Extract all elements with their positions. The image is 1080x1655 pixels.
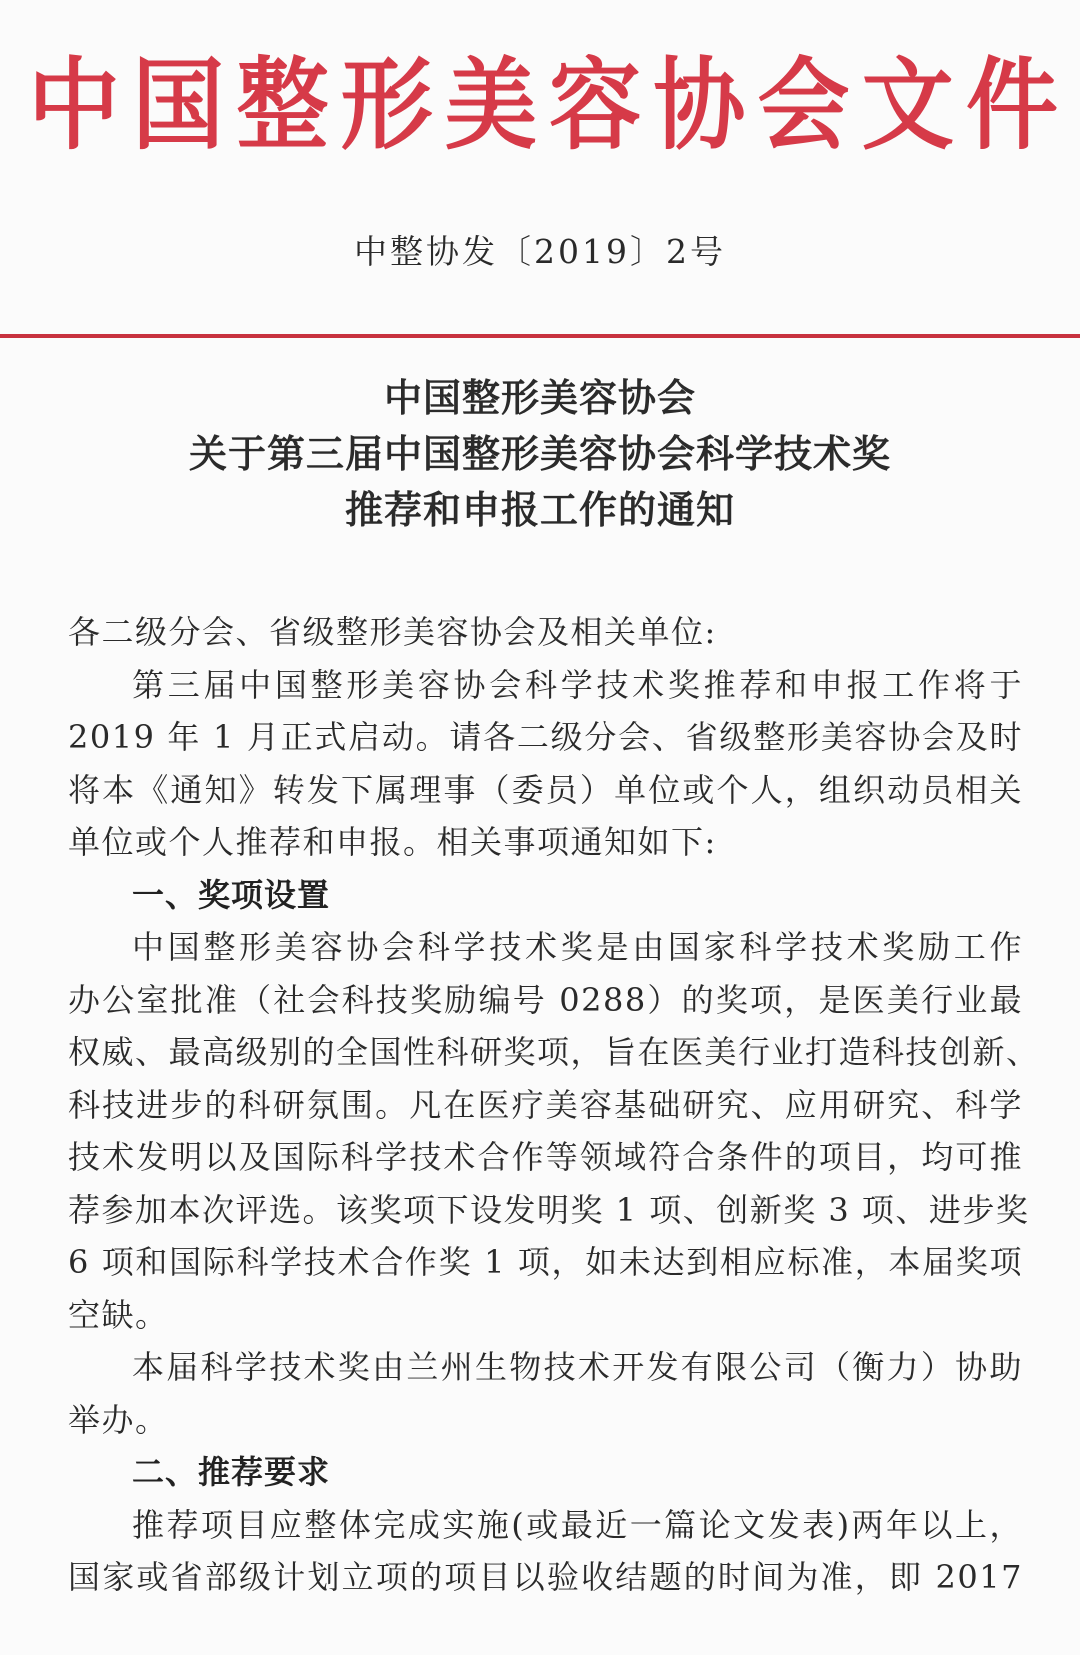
document-body bbox=[68, 606, 1040, 1604]
red-letterhead bbox=[28, 46, 1058, 164]
paragraph-line: 科技进步的科研氛围。凡在医疗美容基础研究、应用研究、科学 bbox=[68, 1085, 1023, 1124]
letterhead-char: 中 bbox=[28, 46, 121, 164]
paragraph-line: 举办。 bbox=[68, 1400, 169, 1439]
section-heading-requirements: 二、推荐要求 bbox=[132, 1453, 331, 1491]
red-divider-rule bbox=[0, 334, 1080, 338]
paragraph-line: 推荐项目应整体完成实施(或最近一篇论文发表)两年以上， bbox=[132, 1505, 1023, 1544]
letterhead-char: 件 bbox=[965, 46, 1058, 164]
paragraph-line: 权威、最高级别的全国性科研奖项，旨在医美行业打造科技创新、 bbox=[68, 1033, 1040, 1071]
intro-line: 2019 年 1 月正式启动。请各二级分会、省级整形美容协会及时 bbox=[68, 718, 1023, 756]
title-line: 关于第三届中国整形美容协会科学技术奖 bbox=[188, 431, 891, 476]
letterhead-char: 容 bbox=[549, 46, 642, 164]
letterhead-char: 会 bbox=[757, 46, 850, 164]
paragraph-line: 国家或省部级计划立项的项目以验收结题的时间为准，即 2017 bbox=[68, 1558, 1023, 1596]
letterhead-char: 协 bbox=[653, 46, 746, 164]
paragraph-line: 办公室批准（社会科技奖励编号 0288）的奖项，是医美行业最 bbox=[68, 980, 1023, 1019]
intro-line: 单位或个人推荐和申报。相关事项通知如下: bbox=[68, 823, 717, 861]
letterhead-char: 美 bbox=[444, 46, 537, 164]
section-heading-awards: 一、奖项设置 bbox=[132, 875, 331, 914]
letterhead-char: 形 bbox=[340, 46, 433, 164]
salutation: 各二级分会、省级整形美容协会及相关单位: bbox=[68, 613, 717, 651]
paragraph-line: 荐参加本次评选。该奖项下设发明奖 1 项、创新奖 3 项、进步奖 bbox=[68, 1190, 1030, 1229]
paragraph-line: 空缺。 bbox=[68, 1295, 169, 1334]
letterhead-char: 文 bbox=[861, 46, 954, 164]
paragraph-line: 中国整形美容协会科学技术奖是由国家科学技术奖励工作 bbox=[132, 928, 1023, 966]
letterhead-char: 国 bbox=[132, 46, 225, 164]
title-line: 推荐和申报工作的通知 bbox=[344, 487, 735, 532]
paragraph-line: 本届科学技术奖由兰州生物技术开发有限公司（衡力）协助 bbox=[132, 1348, 1023, 1386]
paragraph-line: 技术发明以及国际科学技术合作等领域符合条件的项目，均可推 bbox=[68, 1138, 1023, 1176]
document-number: 中整协发〔2019〕2号 bbox=[354, 232, 726, 271]
intro-line: 将本《通知》转发下属理事（委员）单位或个人，组织动员相关 bbox=[68, 770, 1023, 809]
title-line: 中国整形美容协会 bbox=[383, 375, 696, 420]
letterhead-char: 整 bbox=[236, 46, 329, 164]
intro-line: 第三届中国整形美容协会科学技术奖推荐和申报工作将于 bbox=[132, 665, 1023, 704]
notice-title bbox=[0, 370, 1080, 538]
paragraph-line: 6 项和国际科学技术合作奖 1 项，如未达到相应标准，本届奖项 bbox=[68, 1243, 1023, 1281]
